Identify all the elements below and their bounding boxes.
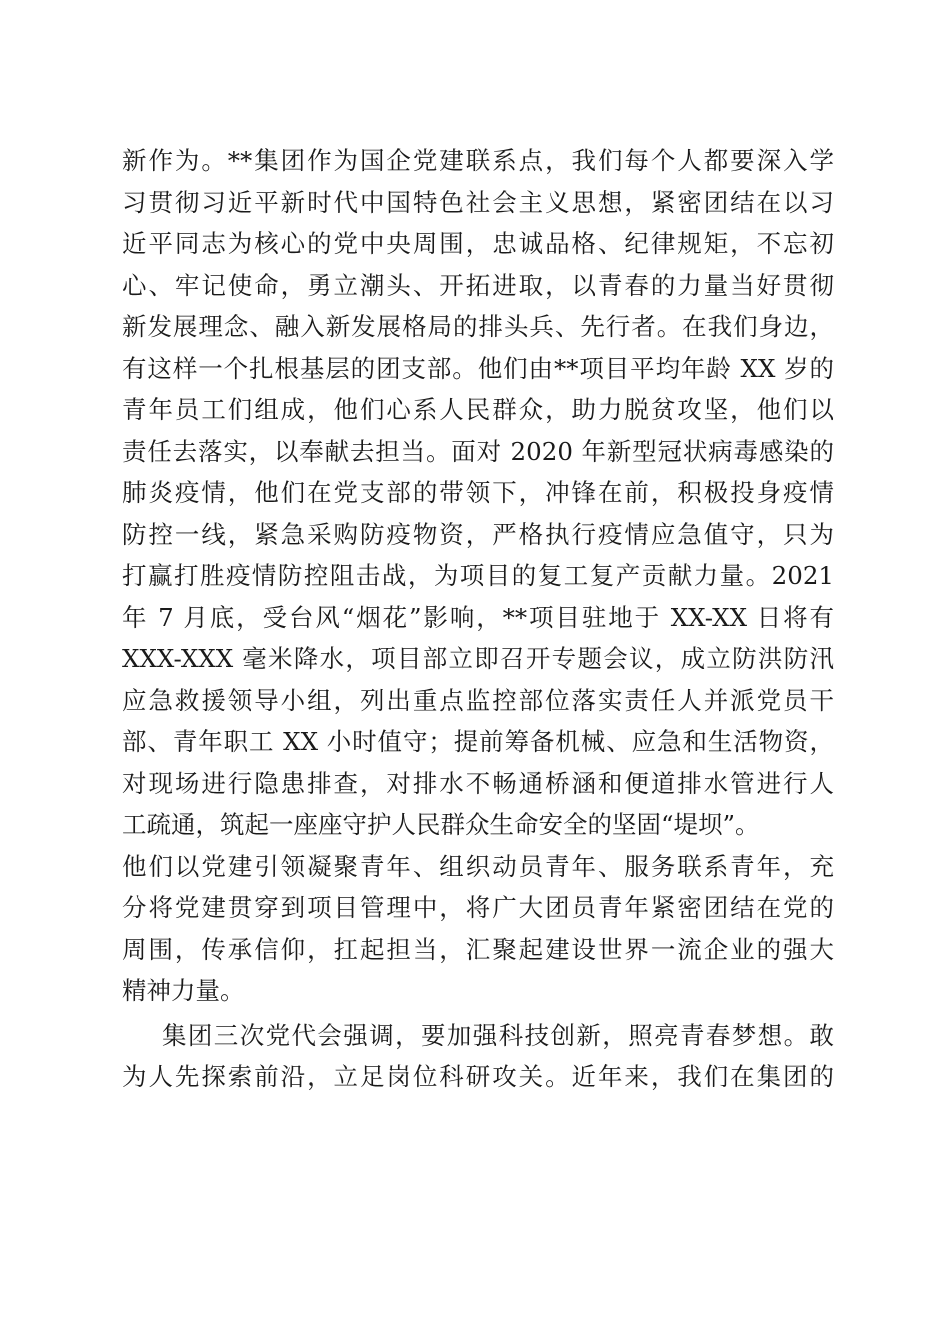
text-line: 新发展理念、融入新发展格局的排头兵、先行者。在我们身边， [122,312,834,341]
text-line: 肺炎疫情，他们在党支部的带领下，冲锋在前，积极投身疫情 [122,478,834,507]
paragraph-1 [122,140,834,1012]
text-line: 近平同志为核心的党中央周围，忠诚品格、纪律规矩，不忘初 [122,229,834,258]
text-line: 新作为。**集团作为国企党建联系点，我们每个人都要深入学 [122,146,834,175]
text-line: 集团三次党代会强调，要加强科技创新，照亮青春梦想。敢 [162,1020,834,1050]
text-line: 应急救援领导小组，列出重点监控部位落实责任人并派党员干 [122,685,834,715]
text-line: 心、牢记使命，勇立潮头、开拓进取，以青春的力量当好贯彻 [122,270,834,300]
text-line: 对现场进行隐患排查，对排水不畅通桥涵和便道排水管进行人 [122,768,834,798]
text-line: 分将党建贯穿到项目管理中，将广大团员青年紧密团结在党的 [122,893,834,922]
text-line: 责任去落实，以奉献去担当。面对 2020 年新型冠状病毒感染的 [122,436,834,466]
text-line: 打赢打胜疫情防控阻击战，为项目的复工复产贡献力量。2021 [122,561,834,590]
text-line: 部、青年职工 XX 小时值守；提前筹备机械、应急和生活物资， [122,727,834,756]
text-line: 青年员工们组成，他们心系人民群众，助力脱贫攻坚，他们以 [122,395,834,424]
text-line: 有这样一个扎根基层的团支部。他们由**项目平均年龄 XX 岁的 [122,353,834,383]
text-line: 习贯彻习近平新时代中国特色社会主义思想，紧密团结在以习 [122,187,834,217]
text-line: 年 7 月底，受台风“烟花”影响，**项目驻地于 XX-XX 日将有 [122,602,834,632]
paragraph-2 [122,1015,834,1098]
text-line: 他们以党建引领凝聚青年、组织动员青年、服务联系青年，充 [122,851,834,881]
text-line: 防控一线，紧急采购防疫物资，严格执行疫情应急值守，只为 [122,519,834,549]
text-line: XXX-XXX 毫米降水，项目部立即召开专题会议，成立防洪防汛 [122,644,834,673]
text-line: 为人先探索前沿，立足岗位科研攻关。近年来，我们在集团的 [122,1062,834,1091]
text-line: 工疏通，筑起一座座守护人民群众生命安全的坚固“堤坝”。 [122,810,760,839]
document-body [122,140,834,1098]
text-line: 周围，传承信仰，扛起担当，汇聚起建设世界一流企业的强大 [122,934,834,964]
text-line: 精神力量。 [122,976,245,1005]
